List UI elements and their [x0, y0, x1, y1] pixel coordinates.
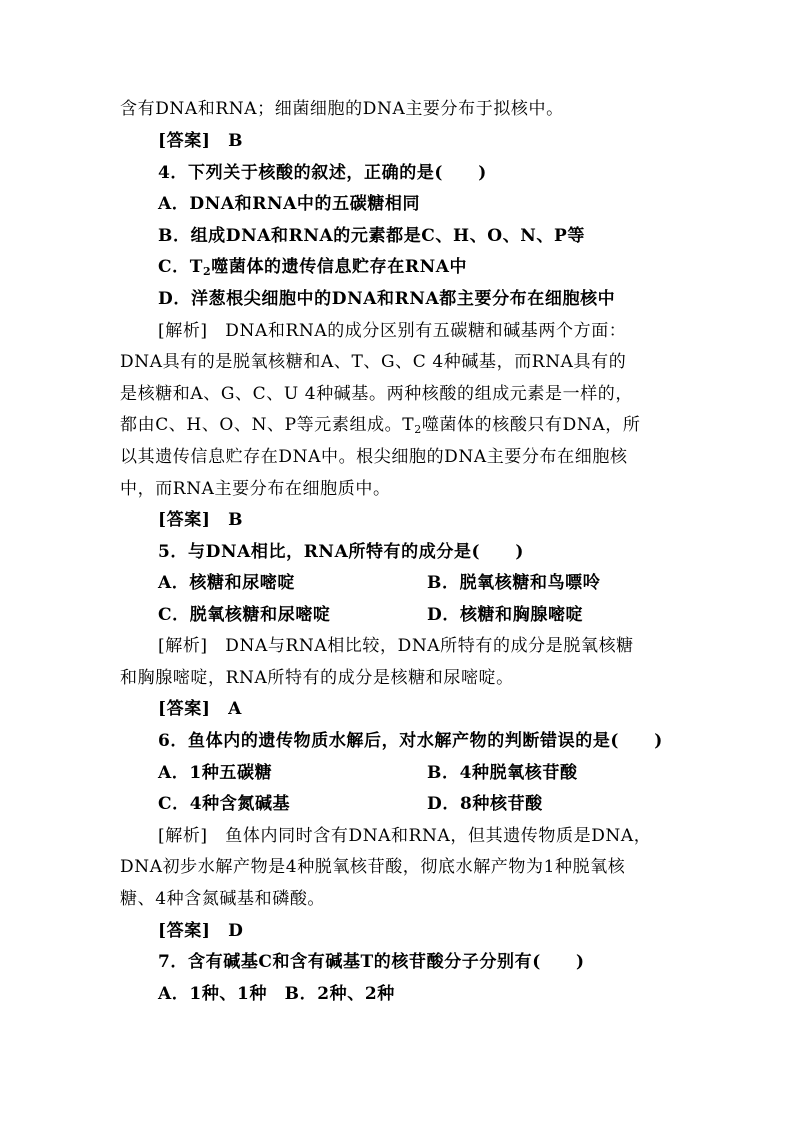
- question-5: 5．与DNA相比，RNA所特有的成分是( ): [158, 542, 525, 562]
- option-row: [158, 572, 295, 594]
- answer-line: [答案] D: [158, 921, 244, 941]
- explanation-4-line-1: [解析] DNA和RNA的成分区别有五碳糖和碱基两个方面：: [158, 321, 627, 341]
- option-4a: A．DNA和RNA中的五碳糖相同: [158, 194, 421, 214]
- explanation-6-line-3: 糖、4种含氮碱基和磷酸。: [120, 889, 326, 909]
- option-5b: B．脱氧核糖和鸟嘌呤: [427, 573, 601, 593]
- option-6a: A．1种五碳糖: [158, 763, 273, 783]
- question-4: 4．下列关于核酸的叙述，正确的是( ): [158, 163, 487, 183]
- explanation-6-line-2: DNA初步水解产物是4种脱氧核苷酸，彻底水解产物为1种脱氧核: [120, 857, 626, 877]
- option-6c: C．4种含氮碱基: [158, 794, 291, 814]
- explanation-6-line-1: [解析] 鱼体内同时含有DNA和RNA，但其遗传物质是DNA，: [158, 826, 652, 846]
- explanation-4-line-4: [120, 414, 640, 441]
- option-6d: D．8种核苷酸: [427, 794, 543, 814]
- explanation-4-line-3: 是核糖和A、G、C、U 4种碱基。两种核酸的组成元素是一样的，: [120, 384, 634, 404]
- answer-line: [答案] B: [158, 131, 244, 151]
- question-6: 6．鱼体内的遗传物质水解后，对水解产物的判断错误的是( ): [158, 731, 663, 751]
- option-4b: B．组成DNA和RNA的元素都是C、H、O、N、P等: [158, 226, 586, 246]
- explanation-5-line-1: [解析] DNA与RNA相比较，DNA所特有的成分是脱氧核糖: [158, 636, 634, 656]
- question-7: 7．含有碱基C和含有碱基T的核苷酸分子分别有( ): [158, 952, 585, 972]
- explanation-4-line-2: DNA具有的是脱氧核糖和A、T、G、C 4种碱基，而RNA具有的: [120, 352, 627, 372]
- explanation-4-line-4-post: 噬菌体的核酸只有DNA，所: [421, 415, 641, 435]
- option-5a: A．核糖和尿嘧啶: [158, 573, 295, 593]
- explanation-4-line-5: 以其遗传信息贮存在DNA中。根尖细胞的DNA主要分布在细胞核: [120, 447, 628, 467]
- answer-line: [答案] B: [158, 510, 244, 530]
- explanation-4-line-4-pre: 都由C、H、O、N、P等元素组成。T: [120, 415, 415, 435]
- option-6b: B．4种脱氧核苷酸: [427, 763, 578, 783]
- option-7ab: A．1种、1种 B．2种、2种: [158, 984, 395, 1004]
- subscript: 2: [202, 265, 212, 278]
- option-4c: [158, 256, 467, 283]
- option-5c: C．脱氧核糖和尿嘧啶: [158, 605, 331, 625]
- option-4d: D．洋葱根尖细胞中的DNA和RNA都主要分布在细胞核中: [158, 289, 616, 309]
- explanation-5-line-2: 和胸腺嘧啶，RNA所特有的成分是核糖和尿嘧啶。: [120, 668, 514, 688]
- explanation-4-line-6: 中，而RNA主要分布在细胞质中。: [120, 479, 391, 499]
- option-5d: D．核糖和胸腺嘧啶: [427, 605, 584, 625]
- option-4c-post: 噬菌体的遗传信息贮存在RNA中: [211, 257, 468, 277]
- text-line: 含有DNA和RNA；细菌细胞的DNA主要分布于拟核中。: [120, 99, 564, 119]
- subscript: 2: [414, 423, 422, 436]
- answer-line: [答案] A: [158, 699, 242, 719]
- option-4c-pre: C．T: [158, 257, 203, 277]
